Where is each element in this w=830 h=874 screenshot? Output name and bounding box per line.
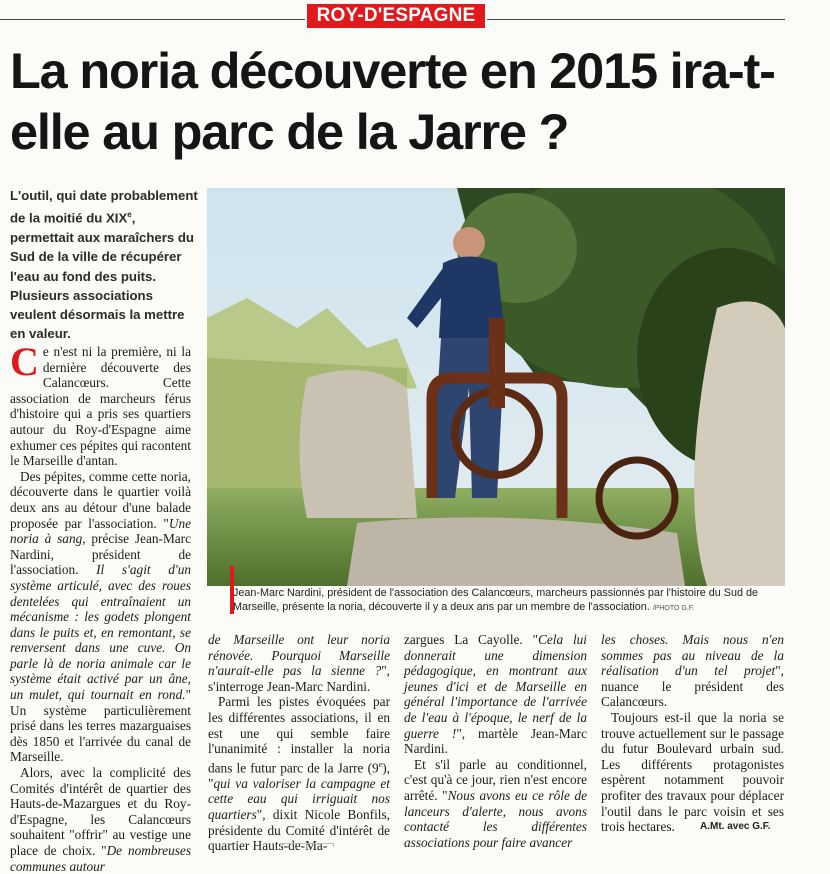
body-paragraph: Alors, avec la complicité des Comités d'intérêt de quartier des Hauts-de-Mazargues et du Roy-d'Espagne, les Calancœurs souhaitent "offrir" au vestige une place de choix. "De nombreuses communes autour	[10, 765, 192, 874]
section-rubric: ROY-D'ESPAGNE	[307, 4, 485, 28]
drop-cap: C	[10, 339, 39, 384]
body-paragraph: Parmi les pistes évoquées par les différentes associations, il en est une qui semble faire l'unanimité : installer la noria dans le futur parc de la Jarre (9e), "qui va valoriser la campagne et cette eau qui irriguait nos quartiers", dixit Nicole Bonfils, présidente du Comité d'intérêt de quartier Hauts-de-Ma-	[208, 694, 390, 854]
standfirst: L'outil, qui date probablement de la moitié du XIXe, permettait aux maraîchers du Sud de la ville de récupérer l'eau au fond des puits. Plusieurs associations veulent désormais la mettre en valeur.	[10, 188, 198, 342]
body-paragraph: Ce n'est ni la première, ni la dernière découverte des Calancœurs. Cette association de marcheurs férus d'histoire qui a pris ses quartiers autour du Roy-d'Espagne aime exhumer ces pépites qui racontent le Marseille d'antan.	[10, 339, 191, 469]
page-edge-tab	[280, 843, 334, 847]
headline: La noria découverte en 2015 ira-t-elle au parc de la Jarre ?	[10, 42, 775, 160]
body-paragraph: les choses. Mais nous n'en sommes pas au niveau de la réalisation d'un tel projet", nuance le président des Calancœurs.	[601, 632, 784, 710]
rubric-rule-left	[0, 19, 305, 20]
body-paragraph: zargues La Cayolle. "Cela lui donnerait une dimension pédagogique, en montrant aux jeunes d'ici et de Marseille en général l'importance de l'arrivée de l'eau à l'époque, le nerf de la guerre !", martèle Jean-Marc Nardini.	[404, 632, 587, 757]
rubric-rule-right	[487, 19, 785, 20]
body-column-2	[208, 632, 390, 854]
photo-caption: Jean-Marc Nardini, président de l'association des Calancœurs, marcheurs passionnés par l'histoire du Sud de Marseille, présente la noria, découverte il y a deux ans par un membre de l'association. /PHOTO G.F.	[233, 587, 759, 613]
body-column-4	[601, 632, 784, 835]
body-paragraph: Toujours est-il que la noria se trouve actuellement sur le passage du futur Boulevard urbain sud. Les différents protagonistes espèrent notamment pouvoir profiter des travaux pour déplacer l'outil dans le parc voisin et ses trois hectares.	[601, 709, 784, 835]
photo-credit: /PHOTO G.F.	[652, 604, 695, 612]
noria-photo-illustration	[207, 188, 785, 586]
body-column-1	[10, 339, 192, 874]
body-column-3	[404, 632, 587, 850]
author-signature: A.Mt. avec G.F.	[700, 821, 771, 832]
body-paragraph: de Marseille ont leur noria rénovée. Pourquoi Marseille n'aurait-elle pas la sienne ?", s'interroge Jean-Marc Nardini.	[208, 632, 390, 694]
article-photo	[207, 188, 785, 586]
body-paragraph: Et s'il parle au conditionnel, c'est qu'à ce jour, rien n'est encore arrêté. "Nous avons eu ce rôle de lanceurs d'alerte, nous avons contacté les différentes associations pour faire avancer	[404, 756, 587, 850]
body-paragraph: Des pépites, comme cette noria, découverte dans le quartier voilà deux ans au détour d'une balade proposée par l'association. "Une noria à sang, précise Jean-Marc Nardini, président de l'association. Il s'agit d'un système articulé, avec des roues dentelées qui entraînaient un mécanisme : les godets plongent dans le puits et, en remontant, se renversent dans une cuve. On parle là de noria animale car le système était activé par un âne, un mulet, qui tournait en rond." Un système particulièrement prisé dans les terres mazarguaises dès 1850 et l'arrivée du canal de Marseille.	[10, 468, 191, 765]
